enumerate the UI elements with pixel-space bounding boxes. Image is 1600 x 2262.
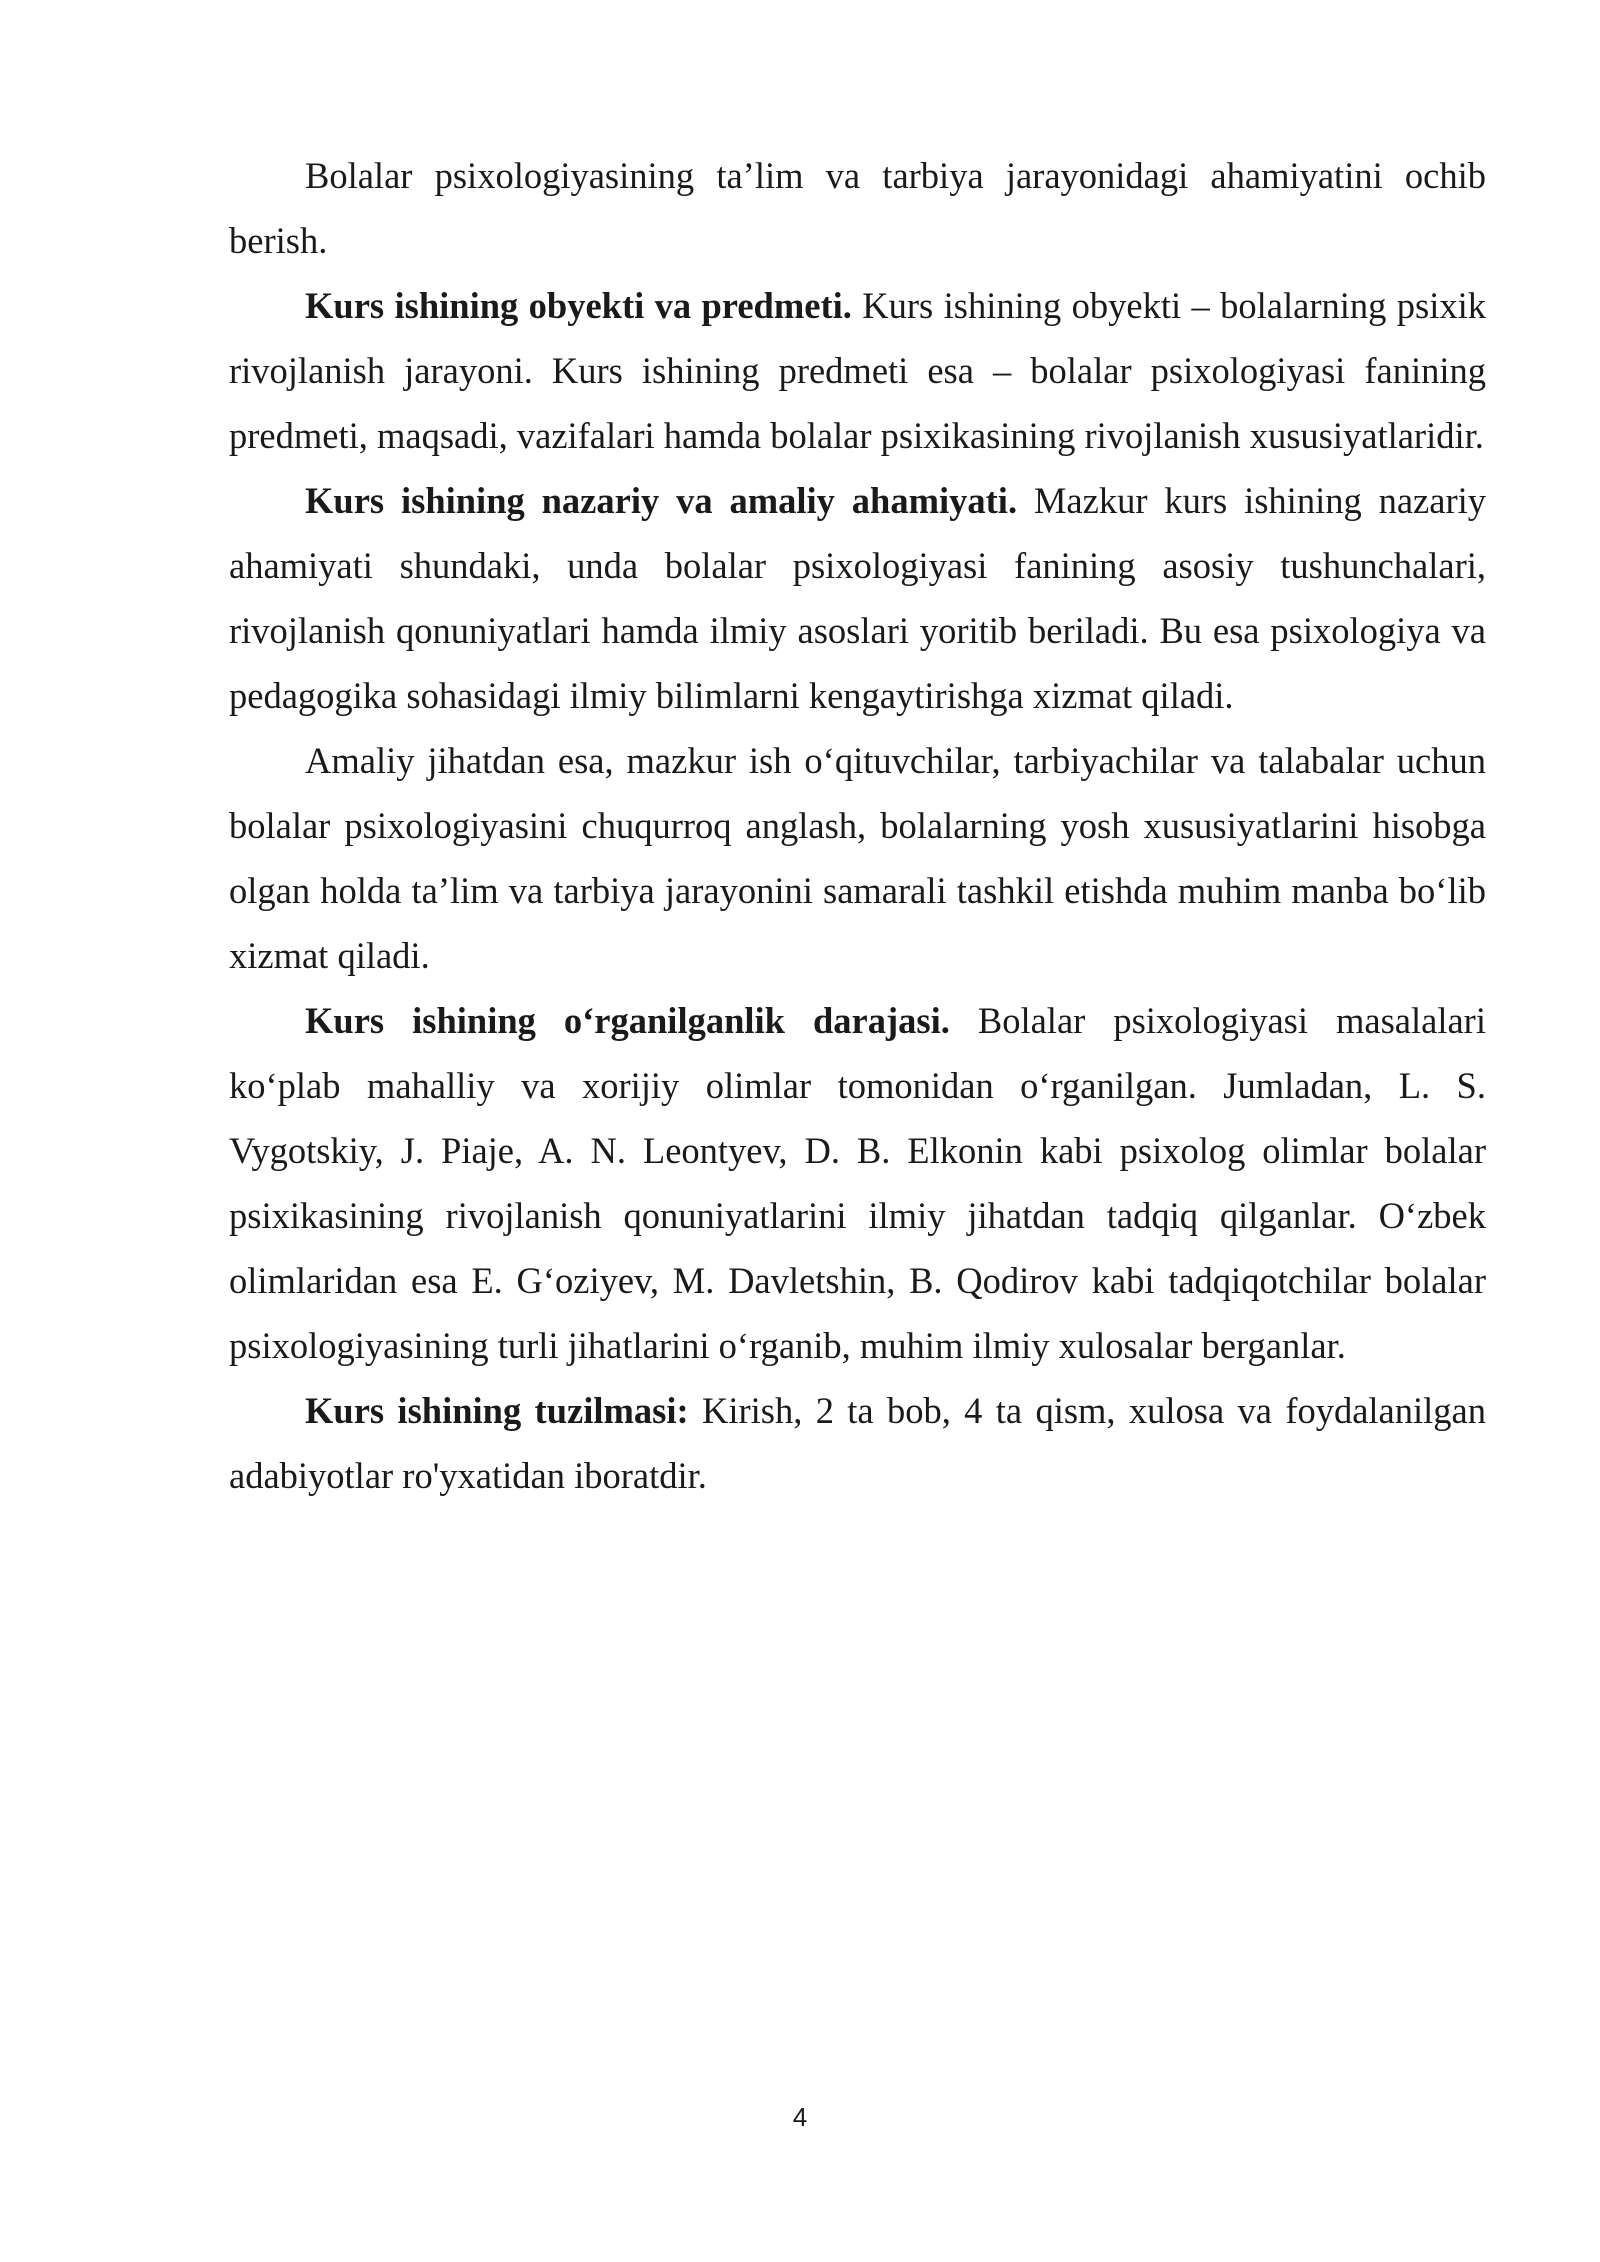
paragraph-text: Bolalar psixologiyasi masalalari ko‘plab mahalliy va xorijiy olimlar tomonidan o‘rganilgan. Jumladan, L. S. Vygotskiy, J. Piaje, A. N. Leontyev, D. B. Elkonin kabi psixolog olimlar bolalar psixikasining rivojlanish qonuniyatlarini ilmiy jihatdan tadqiq qilganlar. O‘zbek olimlaridan esa E. G‘oziyev, M. Davletshin, B. Qodirov kabi tadqiqotchilar bolalar psixologiyasining turli jihatlarini o‘rganib, muhim ilmiy xulosalar berganlar. [229,1000,1486,1366]
paragraph-text: Amaliy jihatdan esa, mazkur ish o‘qituvchilar, tarbiyachilar va talabalar uchun bolalar psixologiyasini chuqurroq anglash, bolalarning yosh xususiyatlarini hisobga olgan holda ta’lim va tarbiya jarayonini samarali tashkil etishda muhim manba bo‘lib xizmat qiladi. [229,740,1486,976]
paragraph-heading: Kurs ishining obyekti va predmeti. [305,285,852,326]
paragraph-text: Bolalar psixologiyasining ta’lim va tarbiya jarayonidagi ahamiyatini ochib berish. [229,155,1486,261]
paragraph-goal-continuation [229,143,1486,273]
page-number: 4 [792,2102,808,2132]
paragraph-practical [229,728,1486,988]
paragraph-heading: Kurs ishining tuzilmasi: [305,1390,689,1431]
paragraph-heading: Kurs ishining o‘rganilganlik darajasi. [305,1000,950,1041]
paragraph-significance [229,468,1486,728]
paragraph-study-level [229,988,1486,1378]
paragraph-heading: Kurs ishining nazariy va amaliy ahamiyati. [305,480,1018,521]
paragraph-text: Kirish, 2 ta bob, 4 ta qism, xulosa va foydalanilgan adabiyotlar ro'yxatidan iboratdir. [229,1390,1486,1496]
paragraph-text: Mazkur kurs ishining nazariy ahamiyati shundaki, unda bolalar psixologiyasi fanining asosiy tushunchalari, rivojlanish qonuniyatlari hamda ilmiy asoslari yoritib beriladi. Bu esa psixologiya va pedagogika sohasidagi ilmiy bilimlarni kengaytirishga xizmat qiladi. [229,480,1486,716]
body-text [229,143,1486,1508]
paragraph-structure [229,1378,1486,1508]
paragraph-text: Kurs ishining obyekti – bolalarning psixik rivojlanish jarayoni. Kurs ishining predmeti esa – bolalar psixologiyasi fanining predmeti, maqsadi, vazifalari hamda bolalar psixikasining rivojlanish xususiyatlaridir. [229,285,1486,456]
paragraph-object-subject [229,273,1486,468]
